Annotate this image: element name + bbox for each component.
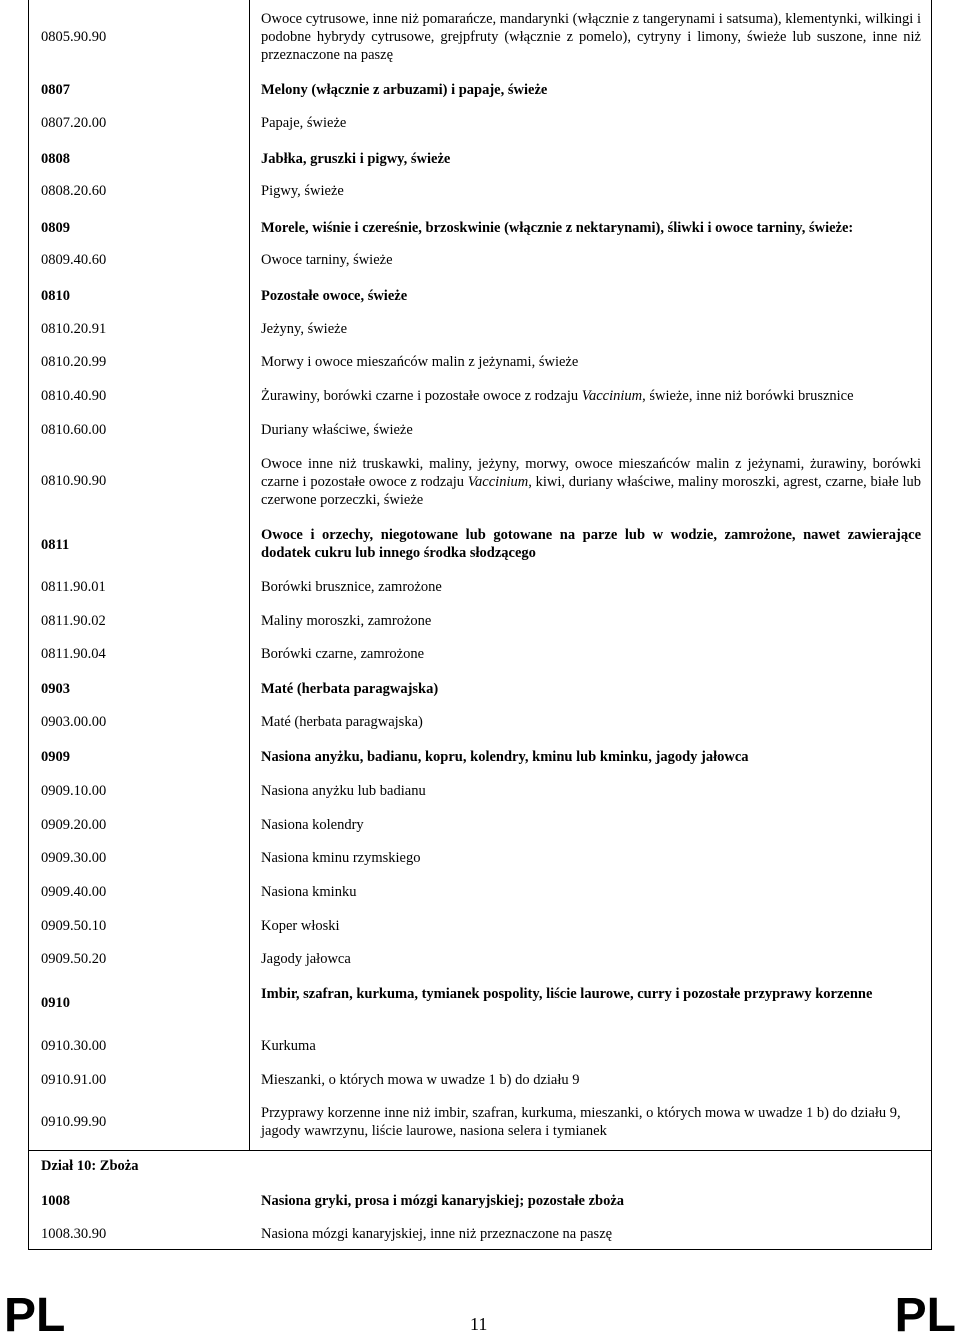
cn-code: 0811	[41, 537, 70, 553]
cn-code: 0805.90.90	[41, 29, 107, 45]
description: Owoce tarniny, świeże	[261, 252, 393, 268]
cn-code: 0809.40.60	[41, 252, 107, 268]
cn-code: 0811.90.04	[41, 646, 106, 662]
cn-code: 0910.91.00	[41, 1072, 107, 1088]
cn-code: 0903.00.00	[41, 714, 107, 730]
description: Kurkuma	[261, 1038, 316, 1054]
description: Papaje, świeże	[261, 115, 347, 131]
cn-code: 0810.60.00	[41, 422, 107, 438]
cn-code: 0811.90.01	[41, 579, 106, 595]
description: Mieszanki, o których mowa w uwadze 1 b) do działu 9	[261, 1072, 580, 1088]
column-divider	[249, 0, 250, 1150]
cn-code: 1008.30.90	[41, 1226, 107, 1242]
cn-code: 0910	[41, 995, 70, 1011]
cn-code: 0909	[41, 749, 70, 765]
cn-code: 0909.10.00	[41, 783, 107, 799]
tariff-table	[28, 0, 932, 1250]
cn-code: 0808	[41, 151, 70, 167]
cn-code: 0909.40.00	[41, 884, 107, 900]
footer-country-right: PL	[894, 1289, 956, 1342]
description: Imbir, szafran, kurkuma, tymianek pospolity, liście laurowe, curry i pozostałe przyprawy korzenne	[261, 986, 873, 1002]
cn-code: 0808.20.60	[41, 183, 107, 199]
cn-code: 0807	[41, 82, 70, 98]
cn-code: 0909.50.10	[41, 918, 107, 934]
cn-code: 0903	[41, 681, 70, 697]
description: Owoce cytrusowe, inne niż pomarańcze, mandarynki (włącznie z tangerynami i satsuma), klementynki, wilkingi i podobne hybrydy cytrusowe, grejpfruty (włącznie z pomelo), cytryny i limony, świeże lub suszone, inne niż przeznaczone na paszę	[261, 11, 921, 63]
cn-code: 0810.90.90	[41, 473, 107, 489]
description: Nasiona kminu rzymskiego	[261, 850, 421, 866]
description: Morele, wiśnie i czereśnie, brzoskwinie (włącznie z nektarynami), śliwki i owoce tarniny, świeże:	[261, 220, 854, 236]
cn-code: 0910.30.00	[41, 1038, 107, 1054]
description: Jeżyny, świeże	[261, 321, 348, 337]
description: Pozostałe owoce, świeże	[261, 288, 408, 304]
description: Borówki czarne, zamrożone	[261, 646, 425, 662]
description: Owoce inne niż truskawki, maliny, jeżyny, morwy, owoce mieszańców malin z jeżynami, żurawiny, borówki czarne i pozostałe owoce z rodzaju Vaccinium, kiwi, duriany właściwe, maliny moroszki, agrest, czarne, białe lub czerwone porzeczki, świeże	[261, 456, 921, 508]
description: Nasiona anyżku lub badianu	[261, 783, 426, 799]
cn-code: 1008	[41, 1193, 70, 1209]
description: Nasiona mózgi kanaryjskiej, inne niż przeznaczone na paszę	[261, 1226, 613, 1242]
cn-code: 0809	[41, 220, 70, 236]
description: Morwy i owoce mieszańców malin z jeżynami, świeże	[261, 354, 579, 370]
description: Maté (herbata paragwajska)	[261, 681, 439, 697]
cn-code: 0811.90.02	[41, 613, 106, 629]
description: Nasiona gryki, prosa i mózgi kanaryjskiej; pozostałe zboża	[261, 1193, 625, 1209]
description: Koper włoski	[261, 918, 340, 934]
description: Maliny moroszki, zamrożone	[261, 613, 432, 629]
cn-code: 0910.99.90	[41, 1114, 107, 1130]
cn-code: 0810.20.91	[41, 321, 107, 337]
description: Nasiona anyżku, badianu, kopru, kolendry, kminu lub kminku, jagody jałowca	[261, 749, 749, 765]
description: Maté (herbata paragwajska)	[261, 714, 423, 730]
cn-code: 0810.40.90	[41, 388, 107, 404]
description: Pigwy, świeże	[261, 183, 344, 199]
description: Duriany właściwe, świeże	[261, 422, 413, 438]
description: Nasiona kolendry	[261, 817, 364, 833]
chapter-heading: Dział 10: Zboża	[41, 1158, 139, 1174]
cn-code: 0909.20.00	[41, 817, 107, 833]
cn-code: 0909.30.00	[41, 850, 107, 866]
description: Nasiona kminku	[261, 884, 357, 900]
description: Jagody jałowca	[261, 951, 351, 967]
description: Jabłka, gruszki i pigwy, świeże	[261, 151, 451, 167]
cn-code: 0909.50.20	[41, 951, 107, 967]
footer-country-left: PL	[4, 1289, 66, 1342]
description: Borówki brusznice, zamrożone	[261, 579, 442, 595]
description: Owoce i orzechy, niegotowane lub gotowane na parze lub w wodzie, zamrożone, nawet zawierające dodatek cukru lub innego środka słodzącego	[261, 527, 921, 561]
cn-code: 0810.20.99	[41, 354, 107, 370]
section-divider	[29, 1150, 931, 1151]
description: Przyprawy korzenne inne niż imbir, szafran, kurkuma, mieszanki, o których mowa w uwadze 1 b) do działu 9, jagody wawrzynu, liście laurowe, nasiona selera i tymianek	[261, 1105, 901, 1139]
description: Melony (włącznie z arbuzami) i papaje, świeże	[261, 82, 548, 98]
cn-code: 0810	[41, 288, 70, 304]
cn-code: 0807.20.00	[41, 115, 107, 131]
page-number: 11	[470, 1314, 488, 1334]
description: Żurawiny, borówki czarne i pozostałe owoce z rodzaju Vaccinium, świeże, inne niż borówki brusznice	[261, 388, 854, 404]
